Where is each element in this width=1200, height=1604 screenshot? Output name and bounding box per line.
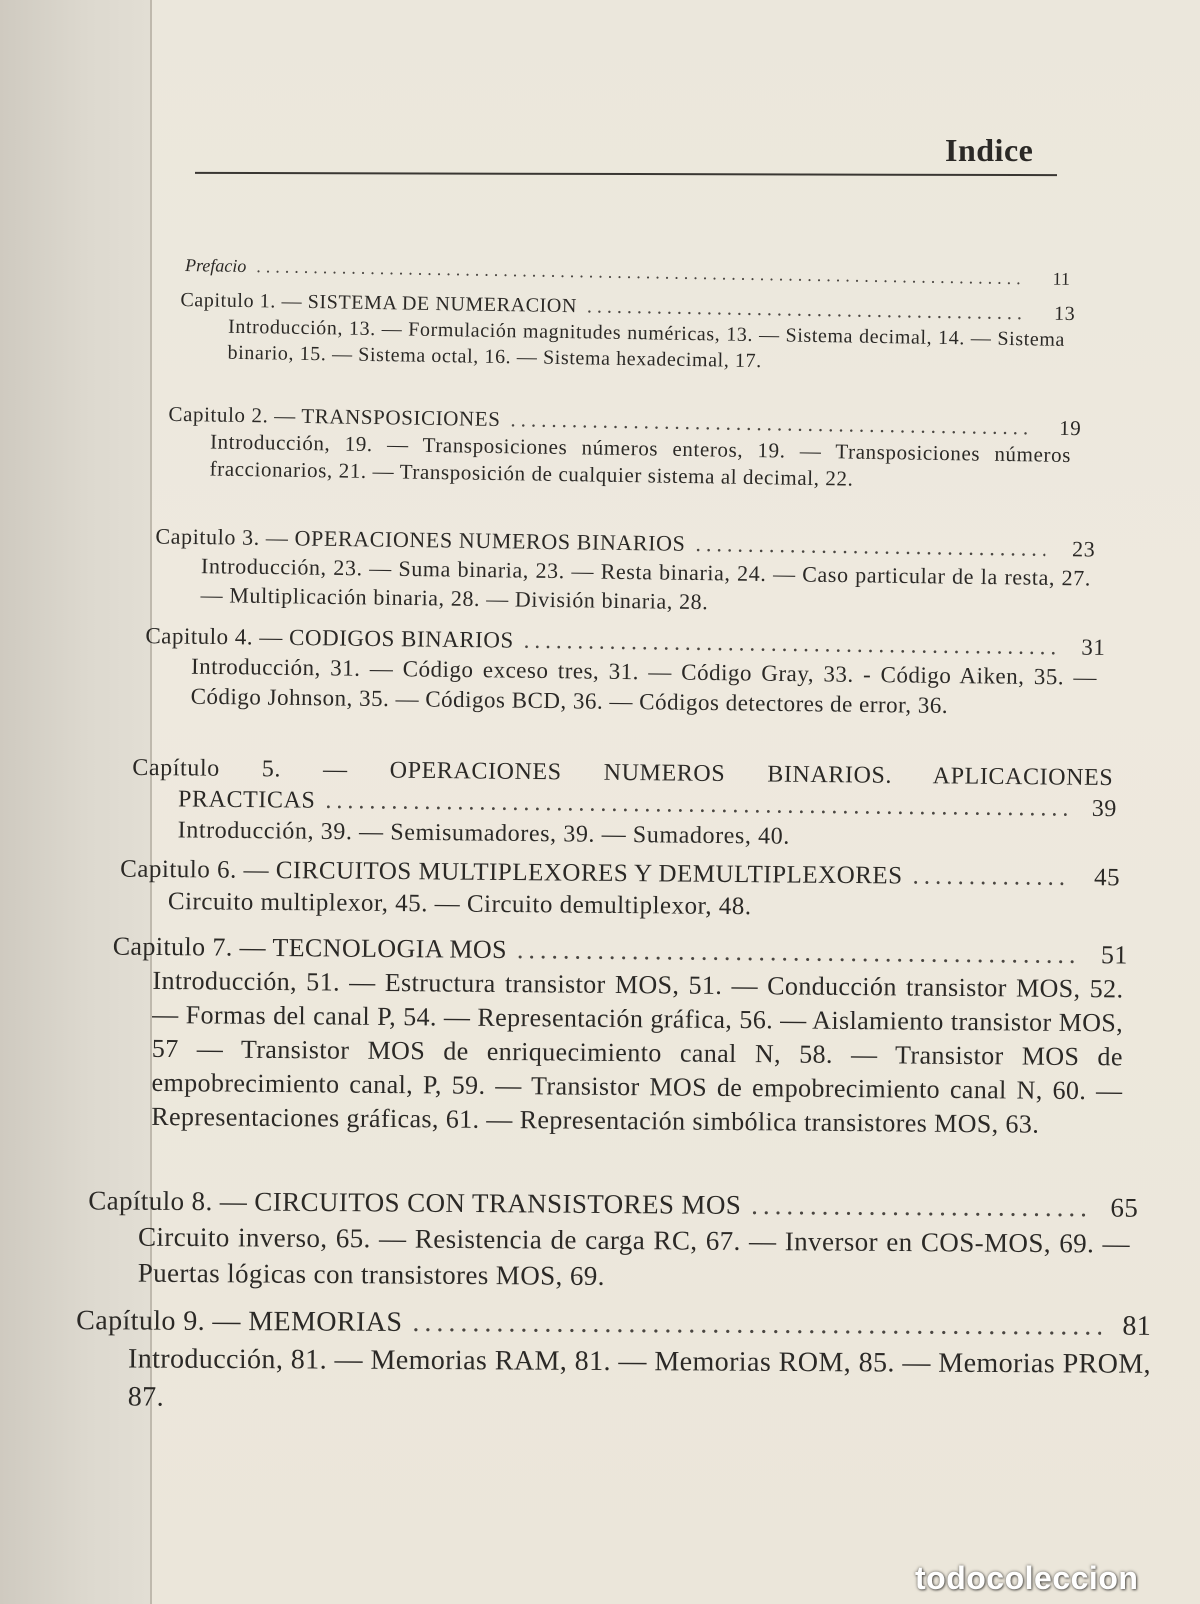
toc-entry-label: Capítulo 5. — OPERACIONES NUMEROS BINARIOS. APLICACIONES <box>132 754 1114 792</box>
toc-page-number: 65 <box>1110 1192 1139 1223</box>
toc-entry-chapter-1 <box>179 287 1075 379</box>
toc-entry-chapter-4 <box>144 621 1105 723</box>
toc-entry-description: Introducción, 31. — Código exceso tres, 31. — Código Gray, 33. - Código Aiken, 35. — Código Johnson, 35. — Códigos BCD, 36. — Códigos detectores de error, 36. <box>190 653 1098 718</box>
toc-entry-chapter-3 <box>154 521 1095 621</box>
toc-entry-chapter-9 <box>76 1302 1152 1422</box>
toc-entry-description: Circuito inverso, 65. — Resistencia de carga RC, 67. — Inversor en COS-MOS, 69. — Puertas lógicas con transistores MOS, 69. <box>137 1221 1131 1291</box>
toc-entry-prefacio <box>185 255 1070 290</box>
toc-entry-label: Capitulo 2. — TRANSPOSICIONES <box>168 401 501 432</box>
toc-entry-label: Capitulo 3. — OPERACIONES NUMEROS BINARIOS <box>155 523 686 556</box>
leader-dots <box>256 256 1020 289</box>
toc-entry-chapter-7 <box>111 930 1128 1143</box>
toc-page-number: 13 <box>1053 302 1076 326</box>
toc-entry-chapter-2 <box>167 401 1081 496</box>
toc-entry-chapter-5 <box>132 753 1118 856</box>
toc-entry-chapter-8 <box>88 1182 1139 1297</box>
toc-entry-description: Introducción, 81. — Memorias RAM, 81. — Memorias ROM, 85. — Memorias PROM, 87. <box>127 1343 1152 1413</box>
leader-dots <box>912 861 1070 894</box>
toc-page-number: 11 <box>1052 268 1071 289</box>
toc-entry-label: Capitulo 4. — CODIGOS BINARIOS <box>145 623 514 653</box>
toc-page-number: 51 <box>1100 940 1128 970</box>
toc-entry-label: Capitulo 1. — SISTEMA DE NUMERACION <box>180 288 578 318</box>
toc-entry-label: Capitulo 6. — CIRCUITOS MULTIPLEXORES Y DEMULTIPLEXORES <box>120 855 903 890</box>
toc-page-number: 31 <box>1081 634 1106 660</box>
toc-page-number: 81 <box>1122 1310 1152 1342</box>
toc-entry-label: Capítulo 8. — CIRCUITOS CON TRANSISTORES MOS <box>88 1185 742 1220</box>
watermark-logo: todocoleccion <box>915 1560 1139 1596</box>
toc-page-number: 45 <box>1094 864 1121 892</box>
leader-dots <box>751 1187 1088 1225</box>
toc-entry-chapter-6 <box>120 854 1121 927</box>
toc-entry-description: Introducción, 51. — Estructura transistor MOS, 51. — Conducción transistor MOS, 52. — Formas del canal P, 54. — Representación gráfica, 56. — Aislamiento transistor MOS, 57 — Transistor MOS de enriquecimiento canal N, 58. — Transistor MOS de empobrecimiento canal, P, 59. — Transistor MOS de empobrecimiento canal N, 60. — Representaciones gráficas, 61. — Representación simbólica transistores MOS, 63. <box>151 965 1124 1139</box>
toc-entry-label-continued: PRACTICAS <box>177 786 316 814</box>
leader-dots <box>517 933 1078 972</box>
toc-page-number: 23 <box>1071 536 1096 562</box>
toc-entry-label: Capitulo 7. — TECNOLOGIA MOS <box>112 931 508 965</box>
toc-entry-label: Capítulo 9. — MEMORIAS <box>76 1305 403 1338</box>
toc-entry-description: Introducción, 13. — Formulación magnitudes numéricas, 13. — Sistema decimal, 14. — Sistema binario, 15. — Sistema octal, 16. — Sistema hexadecimal, 17. <box>227 315 1066 373</box>
toc-entry-description: Introducción, 39. — Semisumadores, 39. — Sumadores, 40. <box>177 817 791 850</box>
toc-entry-description: Circuito multiplexor, 45. — Circuito demultiplexor, 48. <box>167 888 752 921</box>
toc-entry-description: Introducción, 23. — Suma binaria, 23. — Resta binaria, 24. — Caso particular de la resta, 27. — Multiplicación binaria, 28. — División binaria, 28. <box>200 553 1092 615</box>
toc-page-number: 39 <box>1091 795 1118 823</box>
leader-dots <box>412 1304 1101 1346</box>
toc-page-number: 19 <box>1058 415 1082 441</box>
toc-entry-description: Introducción, 19. — Transposiciones números enteros, 19. — Transposiciones números fraccionarios, 21. — Transposición de cualquier sistema al decimal, 22. <box>209 429 1072 491</box>
toc-entry-label: Prefacio <box>184 255 247 277</box>
page-title: Indice <box>945 132 1034 168</box>
